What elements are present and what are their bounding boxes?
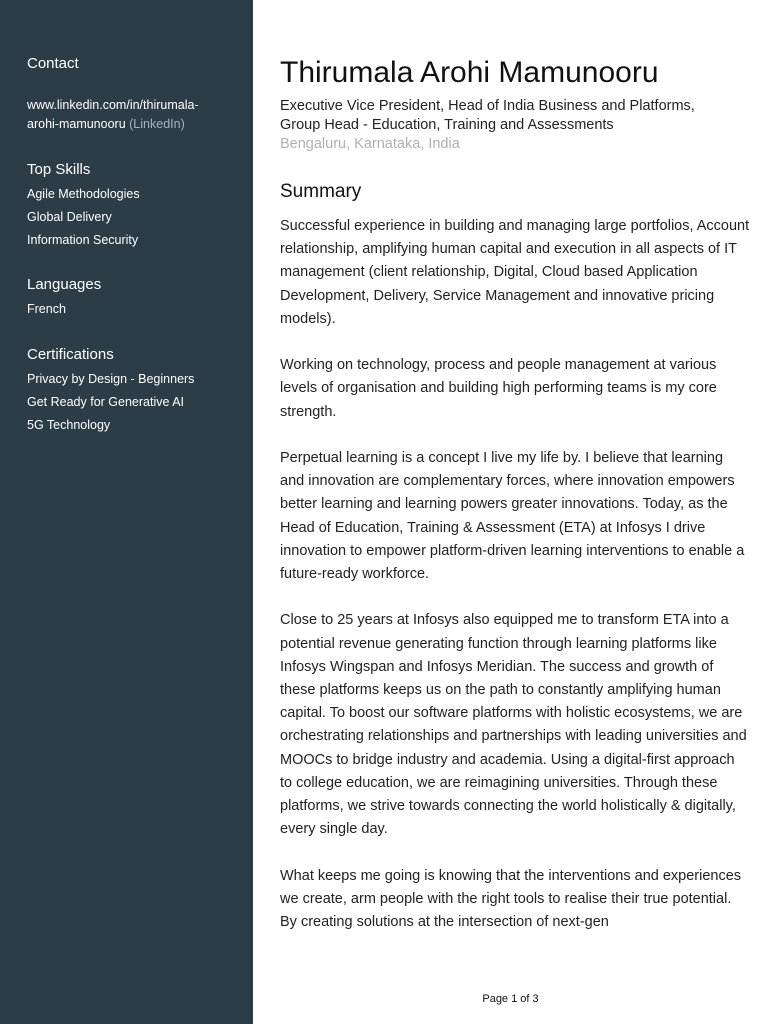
skills-section	[27, 161, 242, 252]
contact-heading: Contact	[27, 55, 79, 72]
skill-item: Information Security	[27, 233, 139, 247]
sidebar	[0, 0, 253, 1024]
languages-section	[27, 276, 242, 321]
profile-name: Thirumala Arohi Mamunooru	[280, 56, 659, 89]
skill-item: Agile Methodologies	[27, 187, 140, 201]
summary-paragraph: Close to 25 years at Infosys also equipped me to transform ETA into a potential revenue generating function through learning platforms like Infosys Wingspan and Infosys Meridian. The success and growth of these platforms keeps us on the path to constantly amplifying human capital. To boost our software platforms with holistic ecosystems, we are orchestrating relationships and partnerships with leading universities and MOOCs to bridge industry and academia. Using a digital-first approach to college education, we are reimagining universities. Through these platforms, we strive towards connecting the world holistically & digitally, every single day.	[280, 612, 747, 838]
headline-line: Executive Vice President, Head of India Business and Platforms,	[280, 98, 695, 114]
summary-paragraph: What keeps me going is knowing that the interventions and experiences we create, arm people with the right tools to realise their true potential. By creating solutions at the intersection of next-gen	[280, 867, 742, 931]
skills-heading: Top Skills	[27, 161, 91, 178]
contact-section	[27, 55, 242, 134]
certifications-section	[27, 346, 242, 437]
profile-headline	[280, 97, 750, 135]
summary-heading: Summary	[280, 181, 362, 202]
page-number: Page 1 of 3	[482, 993, 539, 1005]
language-item: French	[27, 302, 66, 316]
summary-body	[280, 215, 750, 957]
certification-item: Privacy by Design - Beginners	[27, 372, 195, 386]
certifications-heading: Certifications	[27, 346, 114, 363]
profile-location: Bengaluru, Karnataka, India	[280, 136, 460, 152]
skill-item: Global Delivery	[27, 210, 112, 224]
certification-item: 5G Technology	[27, 418, 111, 432]
linkedin-tag: (LinkedIn)	[125, 117, 185, 131]
summary-paragraph: Successful experience in building and managing large portfolios, Account relationship, amplifying human capital and execution in all aspects of IT management (client relationship, Digital, Cloud based Application Development, Delivery, Service Management and innovative pricing models).	[280, 218, 750, 327]
headline-line: Group Head - Education, Training and Assessments	[280, 117, 614, 133]
certification-item: Get Ready for Generative AI	[27, 395, 185, 409]
linkedin-url-line1[interactable]: www.linkedin.com/in/thirumala-	[27, 98, 199, 112]
languages-heading: Languages	[27, 276, 102, 293]
linkedin-link[interactable]	[27, 96, 242, 134]
summary-paragraph: Working on technology, process and people management at various levels of organisation and building high performing teams is my core strength.	[280, 357, 717, 420]
summary-paragraph: Perpetual learning is a concept I live my life by. I believe that learning and innovation are complementary forces, where innovation empowers better learning and learning powers greater innovations. Today, as the Head of Education, Training & Assessment (ETA) at Infosys I drive innovation to empower platform-driven learning interventions to enable a future-ready workforce.	[280, 450, 745, 583]
linkedin-url-line2[interactable]: arohi-mamunooru	[27, 117, 126, 131]
